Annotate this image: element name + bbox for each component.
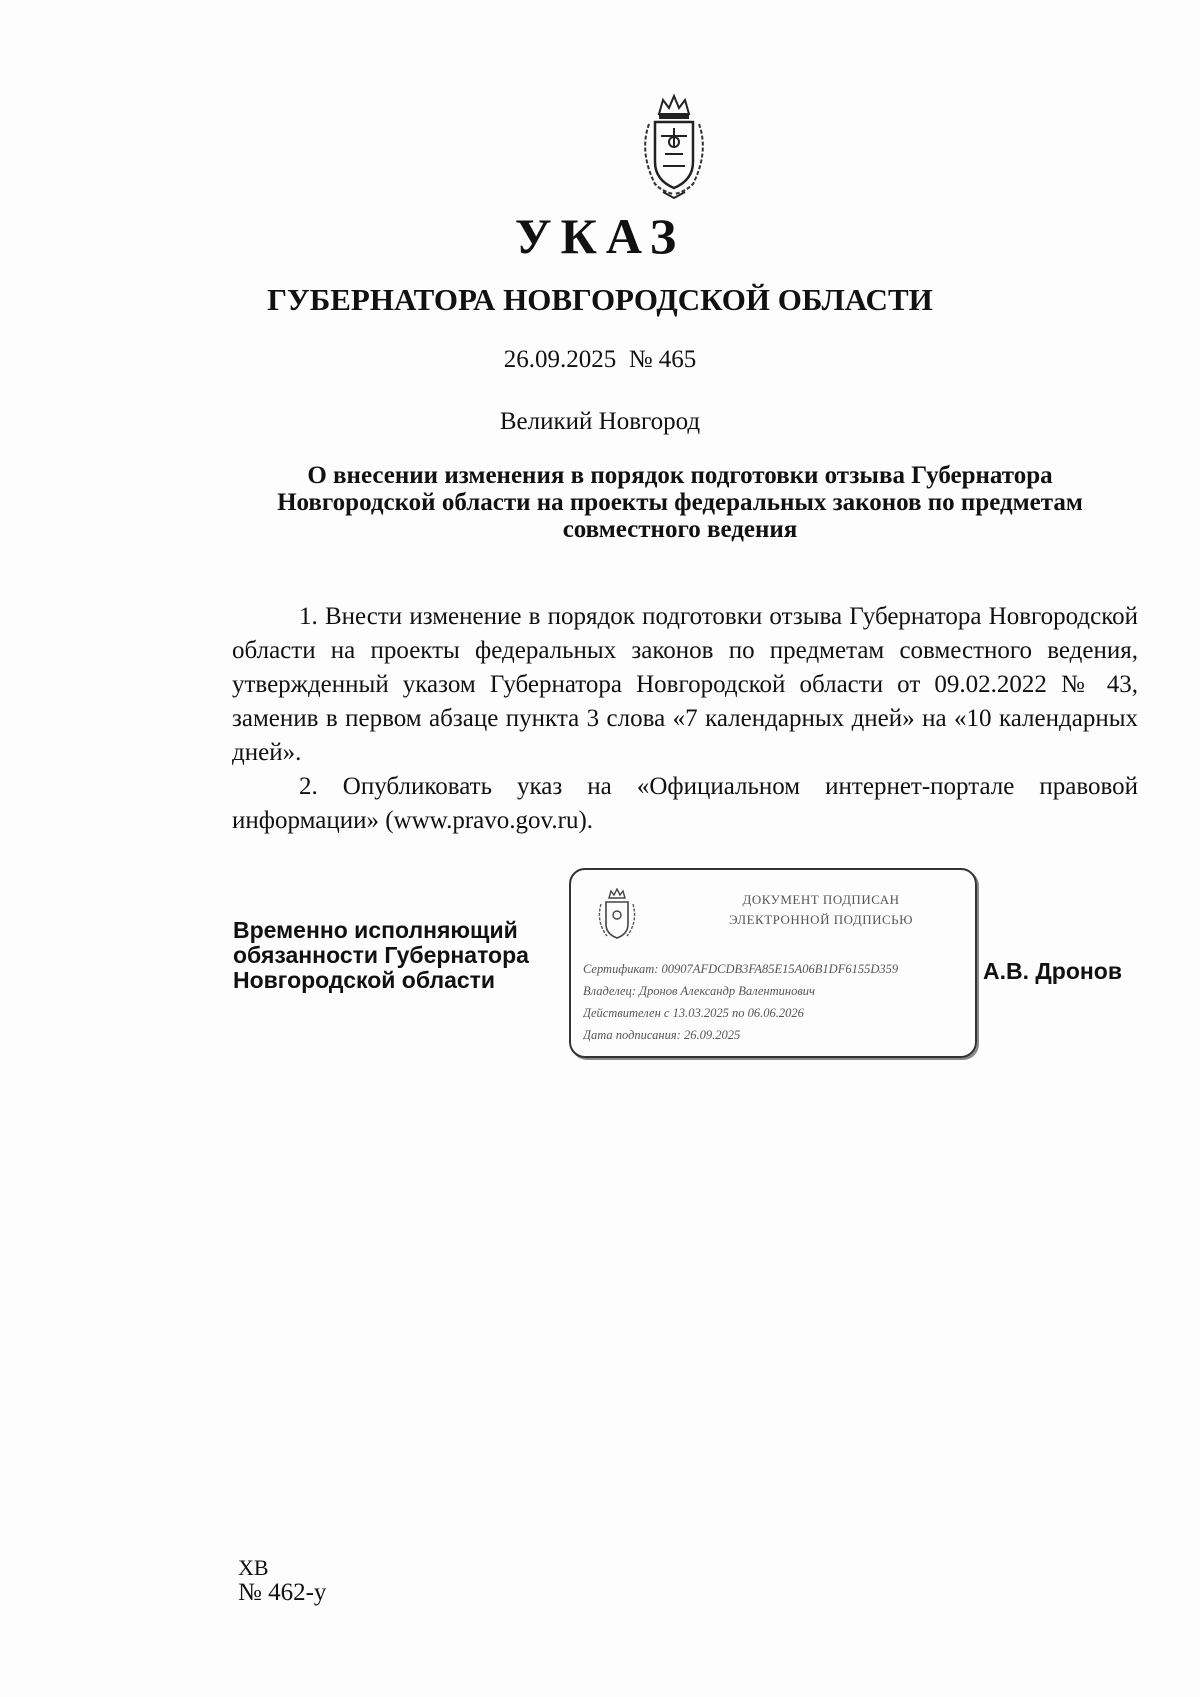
paragraph: 1. Внести изменение в порядок подготовки отзыва Губернатора Новгородской области на проекты федеральных законов по предметам совместного ведения, утвержденный указом Губернатора Новгородской области от 09.02.2022 № 43, заменив в первом абзаце пункта 3 слова «7 календарных дней» на «10 календарных дней». [232,603,1138,766]
stamp-validity: Действителен с 13.03.2025 по 06.06.2026 [583,1006,804,1020]
signatory-position-line: Временно исполняющий [233,917,518,943]
signatory-position-line: Новгородской области [233,967,496,993]
stamp-details [583,958,975,1046]
stamp-certificate: Сертификат: 00907AFDCDB3FA85E15A06B1DF6155D359 [583,962,899,976]
stamp-header-line: ДОКУМЕНТ ПОДПИСАН [742,892,900,907]
stamp-owner: Владелец: Дронов Александр Валентинович [583,984,815,998]
document-city: Великий Новгород [499,408,701,435]
document-body [232,600,1138,838]
footer-number: № 462-у [238,1579,327,1606]
document-number: 465 [658,346,697,373]
paragraph: 2. Опубликовать указ на «Официальном интернет-портале правовой информации» (www.pravo.gov.ru). [232,773,1138,834]
stamp-header [671,890,971,930]
document-date: 26.09.2025 [503,346,617,373]
number-label: № [628,346,653,373]
coat-of-arms-icon [633,92,715,200]
heading-line: О внесении изменения в порядок подготовки отзыва Губернатора [307,462,1053,489]
heading-line: Новгородской области на проекты федеральных законов по предметам [277,489,1083,516]
stamp-signing-date: Дата подписания: 26.09.2025 [583,1028,741,1042]
stamp-header-line: ЭЛЕКТРОННОЙ ПОДПИСЬЮ [729,912,913,927]
coat-of-arms-icon [595,888,639,944]
document-title: УКАЗ [514,208,686,264]
signatory-position-line: обязанности Губернатора [233,942,529,968]
footer-initials: ХВ [238,1555,269,1580]
document-subtitle: ГУБЕРНАТОРА НОВГОРОДСКОЙ ОБЛАСТИ [267,282,933,317]
electronic-signature-stamp [569,868,977,1058]
signatory-position [233,918,563,993]
document-footer [238,1555,327,1608]
document-heading [220,462,1140,543]
signatory-name: А.В. Дронов [983,958,1122,984]
date-number-line [0,344,1200,376]
heading-line: совместного ведения [562,516,798,543]
